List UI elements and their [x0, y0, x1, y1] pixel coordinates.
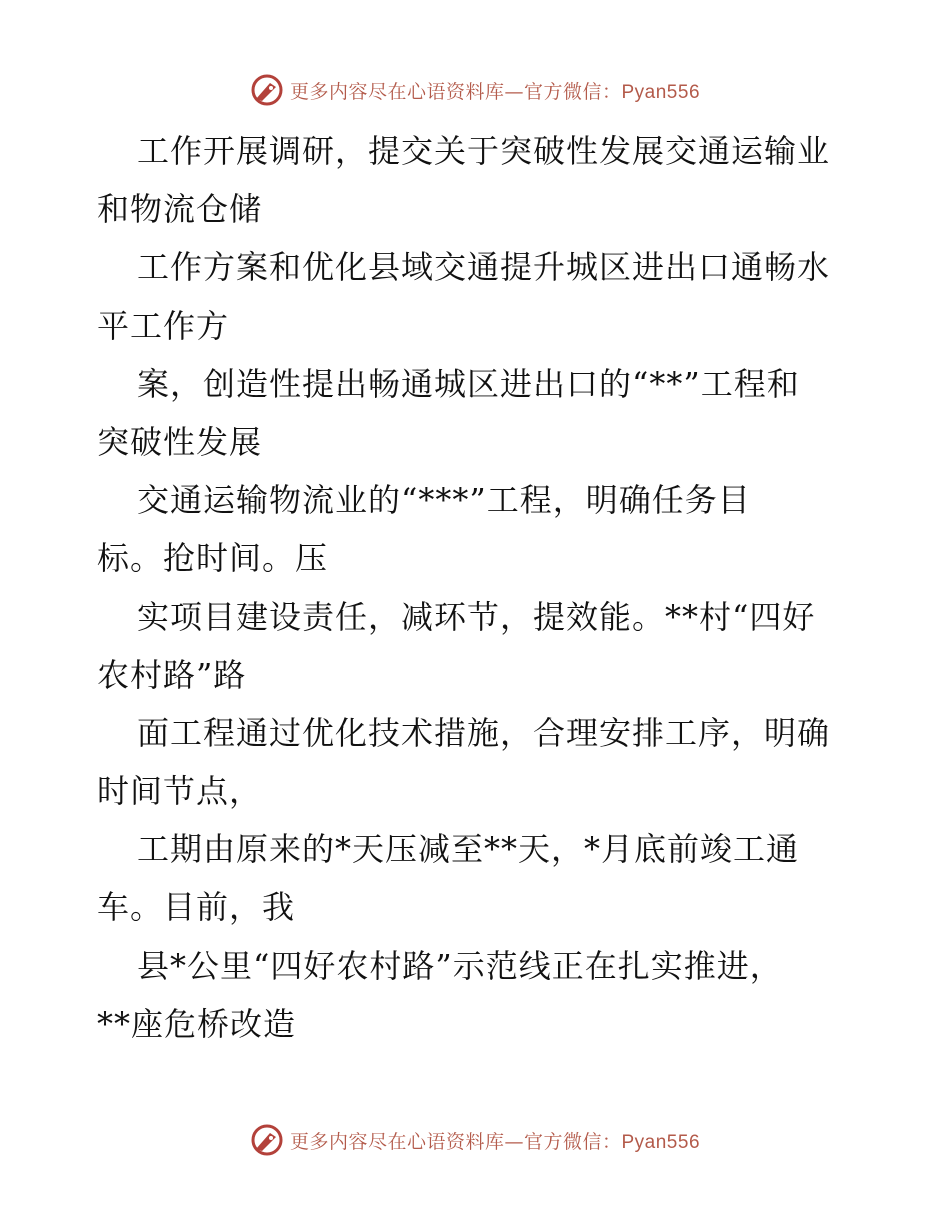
watermark-text: 更多内容尽在心语资料库—官方微信：Pyan556 [289, 1130, 701, 1153]
body-line: 工作方案和优化县域交通提升城区进出口通畅水 [137, 248, 831, 287]
body-line: 车。目前，我 [97, 888, 296, 927]
body-line: 实项目建设责任，减环节，提效能。**村“四好 [137, 597, 816, 636]
body-line: 农村路”路 [97, 655, 247, 694]
watermark-id: Pyan556 [621, 81, 701, 103]
footer-watermark [0, 1120, 950, 1160]
header-watermark [0, 70, 950, 110]
body-line: **座危桥改造 [97, 1004, 297, 1043]
body-line: 案，创造性提出畅通城区进出口的“**”工程和 [137, 364, 800, 403]
body-line: 工作开展调研，提交关于突破性发展交通运输业 [137, 132, 831, 170]
body-line: 工期由原来的*天压减至**天，*月底前竣工通 [137, 830, 800, 869]
body-line: 标。抢时间。压 [97, 539, 329, 578]
body-line: 时间节点， [97, 772, 263, 811]
body-line: 交通运输物流业的“***”工程，明确任务目 [137, 481, 751, 520]
body-line: 和物流仓储 [97, 190, 263, 229]
body-line: 面工程通过优化技术措施，合理安排工序，明确 [137, 713, 831, 752]
pen-nib-circle-icon [250, 73, 284, 107]
body-line: 县*公里“四好农村路”示范线正在扎实推进， [137, 946, 783, 985]
watermark-text: 更多内容尽在心语资料库—官方微信：Pyan556 [289, 80, 701, 103]
body-line: 平工作方 [97, 306, 230, 345]
watermark-id: Pyan556 [621, 1131, 701, 1153]
document-body [97, 122, 857, 1053]
body-line: 突破性发展 [97, 422, 263, 461]
pen-nib-circle-icon [250, 1123, 284, 1157]
